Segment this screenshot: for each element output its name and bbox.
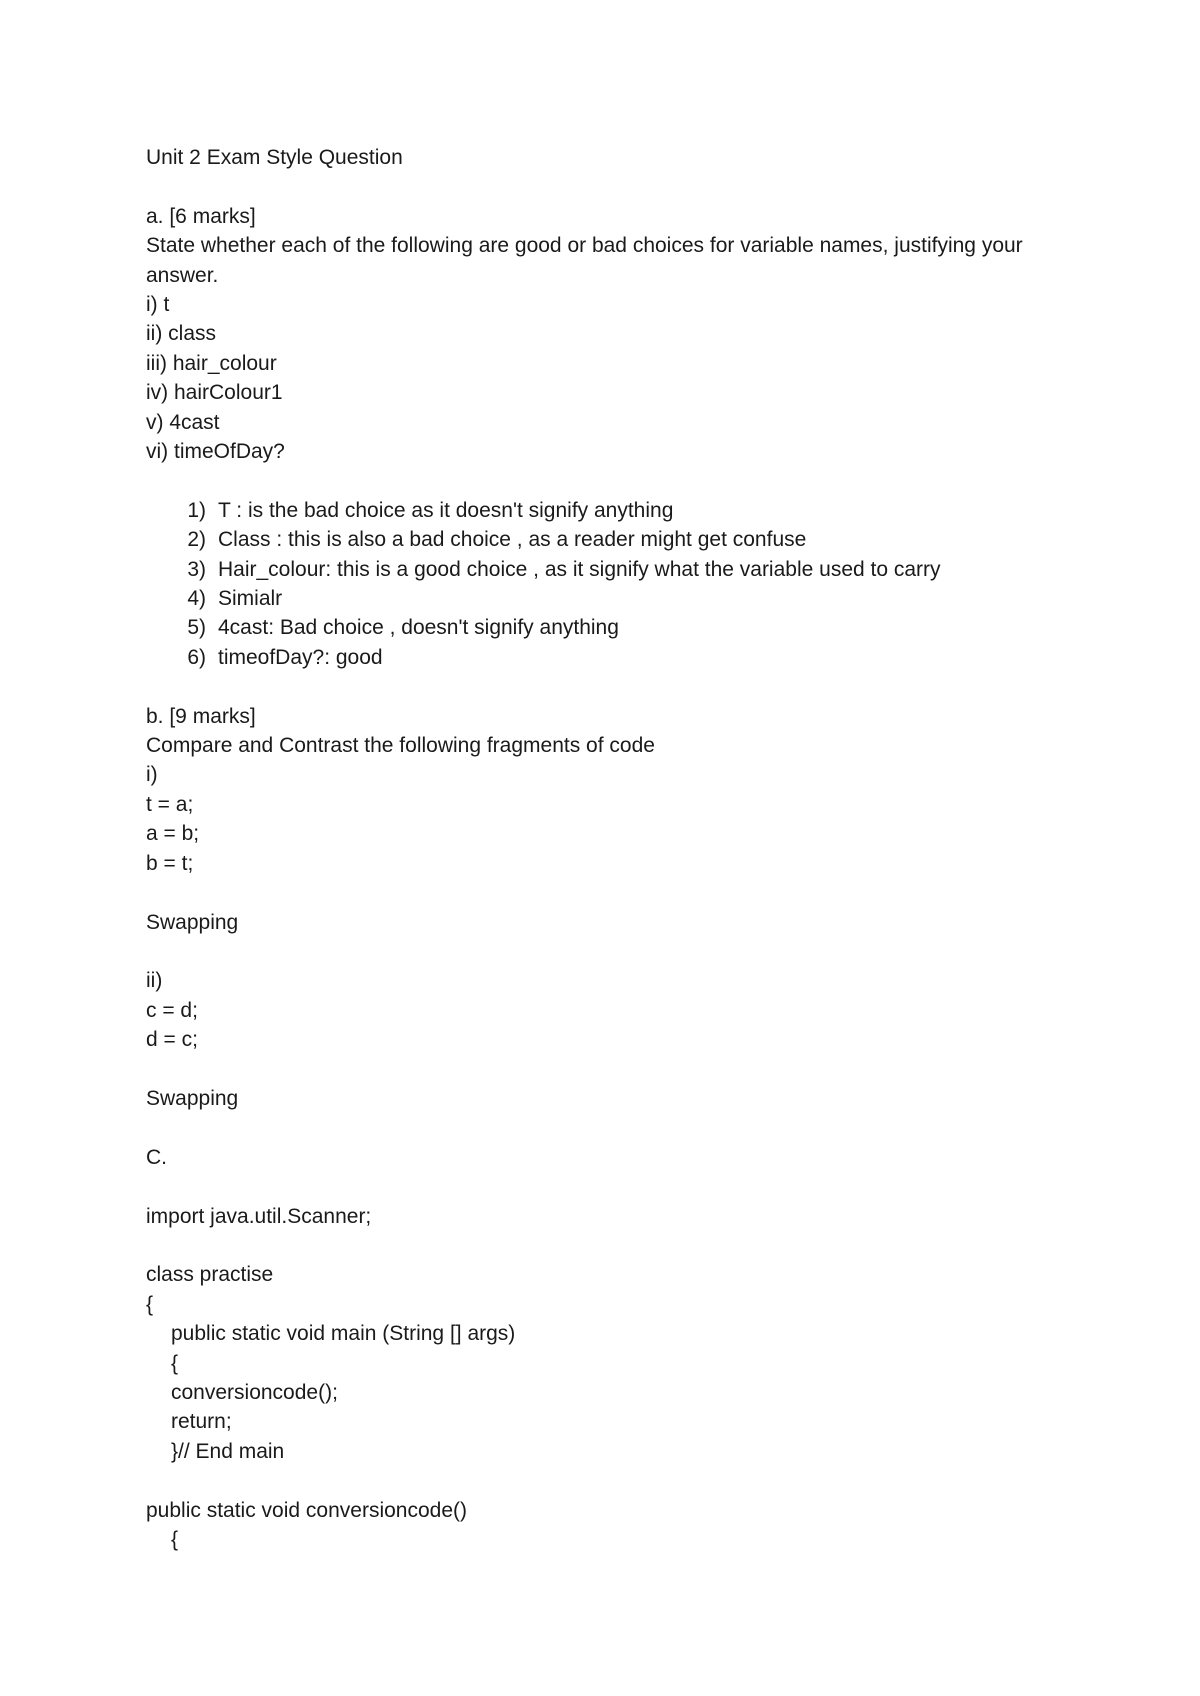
answer-number: 2) bbox=[187, 528, 206, 552]
code-line: { bbox=[171, 1351, 179, 1375]
part-a-item: ii) class bbox=[146, 322, 217, 346]
code-line: t = a; bbox=[146, 792, 194, 816]
answer-text: T : is the bad choice as it doesn't signify anything bbox=[218, 498, 674, 522]
spacer bbox=[146, 1231, 1066, 1260]
code-line: public static void conversioncode() bbox=[146, 1498, 467, 1522]
spacer bbox=[146, 1055, 1066, 1084]
part-a-item: v) 4cast bbox=[146, 410, 220, 434]
answer-item bbox=[146, 496, 1066, 525]
code-line: return; bbox=[171, 1410, 232, 1434]
part-a-item: i) t bbox=[146, 293, 170, 317]
spacer bbox=[146, 172, 1066, 201]
code-line: { bbox=[146, 1292, 154, 1316]
part-b-heading: b. [9 marks] bbox=[146, 704, 256, 728]
answer-item bbox=[146, 643, 1066, 672]
answer-item bbox=[146, 525, 1066, 554]
part-c-heading: C. bbox=[146, 1145, 167, 1169]
part-a-prompt: State whether each of the following are good or bad choices for variable names, justifying your answer. bbox=[146, 234, 1023, 287]
document-page bbox=[146, 143, 1066, 1554]
code-line: class practise bbox=[146, 1263, 274, 1287]
answer-text: 4cast: Bad choice , doesn't signify anything bbox=[218, 616, 619, 640]
answer-number: 3) bbox=[187, 557, 206, 581]
answer-number: 1) bbox=[187, 498, 206, 522]
answer-number: 5) bbox=[187, 616, 206, 640]
answer-text: Simialr bbox=[218, 587, 283, 611]
spacer bbox=[146, 937, 1066, 966]
answer-text: timeofDay?: good bbox=[218, 645, 383, 669]
part-a-item: iii) hair_colour bbox=[146, 351, 277, 375]
fragment-answer: Swapping bbox=[146, 1086, 239, 1110]
spacer bbox=[146, 1172, 1066, 1201]
part-a-heading: a. [6 marks] bbox=[146, 204, 256, 228]
code-line: conversioncode(); bbox=[171, 1380, 338, 1404]
code-line: }// End main bbox=[171, 1439, 285, 1463]
code-line: d = c; bbox=[146, 1028, 198, 1052]
part-a-answer-list bbox=[146, 496, 1066, 672]
answer-number: 6) bbox=[187, 645, 206, 669]
answer-item bbox=[146, 613, 1066, 642]
fragment-label: ii) bbox=[146, 969, 163, 993]
code-line: c = d; bbox=[146, 998, 198, 1022]
spacer bbox=[146, 878, 1066, 907]
answer-item bbox=[146, 584, 1066, 613]
part-a-item: iv) hairColour1 bbox=[146, 381, 283, 405]
code-line: import java.util.Scanner; bbox=[146, 1204, 372, 1228]
part-a-item: vi) timeOfDay? bbox=[146, 440, 285, 464]
spacer bbox=[146, 672, 1066, 701]
answer-text: Hair_colour: this is a good choice , as it signify what the variable used to carry bbox=[218, 557, 941, 581]
spacer bbox=[146, 466, 1066, 495]
code-line: { bbox=[171, 1527, 179, 1551]
spacer bbox=[146, 1466, 1066, 1495]
document-title: Unit 2 Exam Style Question bbox=[146, 146, 403, 169]
answer-item bbox=[146, 555, 1066, 584]
fragment-label: i) bbox=[146, 763, 158, 787]
fragment-answer: Swapping bbox=[146, 910, 239, 934]
part-b-prompt: Compare and Contrast the following fragments of code bbox=[146, 734, 655, 758]
answer-text: Class : this is also a bad choice , as a reader might get confuse bbox=[218, 528, 807, 552]
code-line: b = t; bbox=[146, 851, 194, 875]
code-line: public static void main (String [] args) bbox=[171, 1322, 516, 1346]
spacer bbox=[146, 1113, 1066, 1142]
answer-number: 4) bbox=[187, 587, 206, 611]
code-line: a = b; bbox=[146, 822, 200, 846]
